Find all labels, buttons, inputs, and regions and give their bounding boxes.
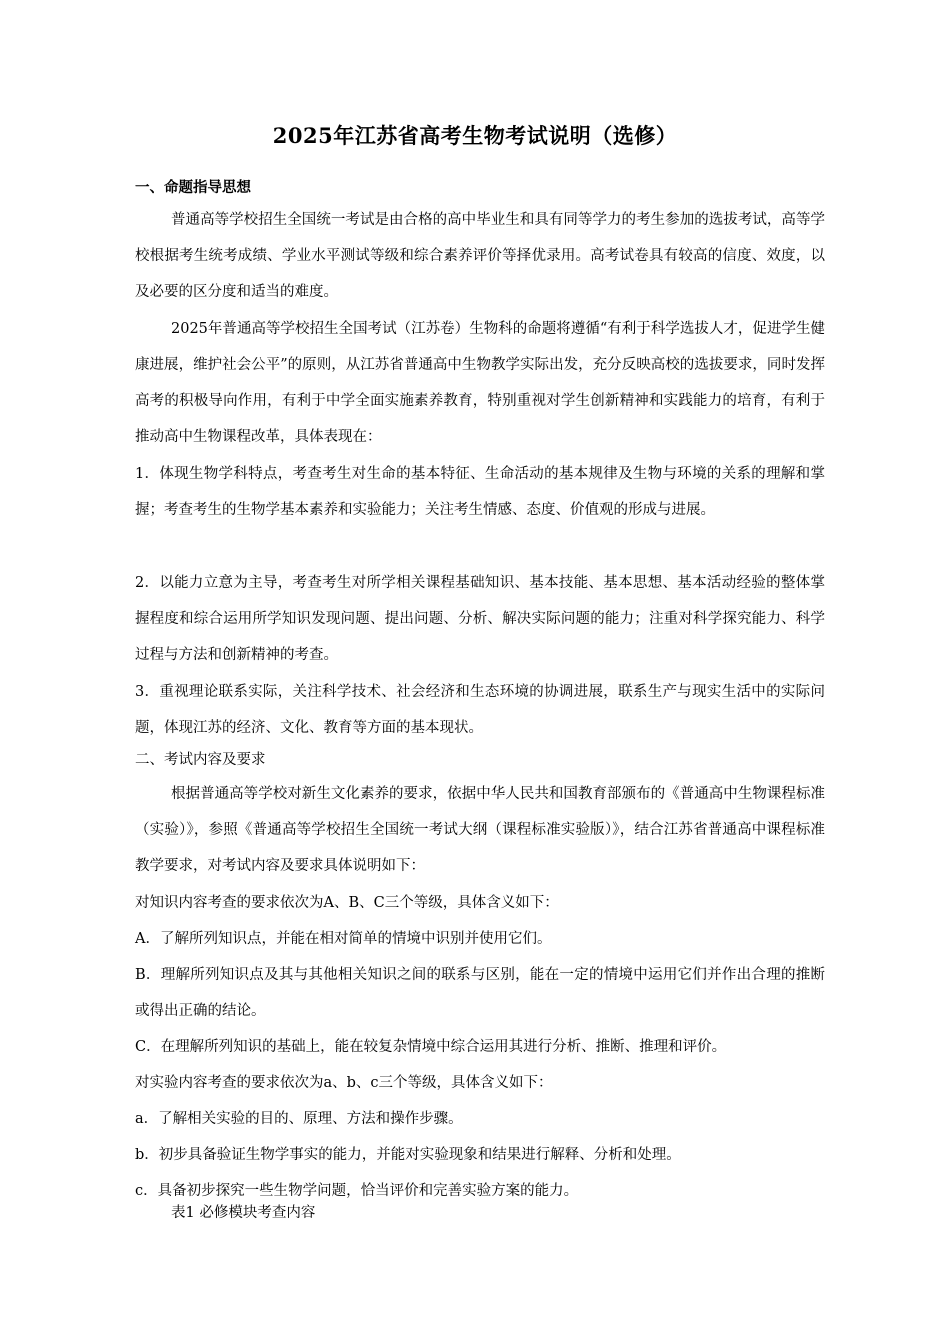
knowledge-levels-intro: 对知识内容考查的要求依次为A、B、C三个等级，具体含义如下： — [135, 895, 559, 911]
experiment-level-a: a．了解相关实验的目的、原理、方法和操作步骤。 — [135, 1111, 463, 1127]
list-item-3: 3．重视理论联系实际，关注科学技术、社会经济和生态环境的协调进展，联系生产与现实生活中的实际问题，体现江苏的经济、文化、教育等方面的基本现状。 — [135, 684, 825, 736]
knowledge-level-a: A．了解所列知识点，并能在相对简单的情境中识别并使用它们。 — [135, 931, 552, 947]
knowledge-level-b: B．理解所列知识点及其与其他相关知识之间的联系与区别，能在一定的情境中运用它们并作出合理的推断或得出正确的结论。 — [135, 967, 825, 1019]
paragraph-proposition-principles: 2025年普通高等学校招生全国考试（江苏卷）生物科的命题将遵循“有利于科学选拔人才，促进学生健康进展，维护社会公平”的原则，从江苏省普通高中生物教学实际出发，充分反映高校的选拔要求，同时发挥高考的积极导向作用，有利于中学全面实施素养教育，特别重视对学生创新精神和实践能力的培育，有利于推动高中生物课程改革，具体表现在： — [135, 321, 825, 445]
document-title: 2025年江苏省高考生物考试说明（选修） — [272, 123, 678, 148]
section-heading-exam-content: 二、考试内容及要求 — [135, 752, 266, 768]
experiment-level-b: b．初步具备验证生物学事实的能力，并能对实验现象和结果进行解释、分析和处理。 — [135, 1147, 681, 1163]
table-caption: 表1 必修模块考查内容 — [171, 1205, 316, 1221]
section-heading-guiding-principles: 一、命题指导思想 — [135, 179, 251, 196]
list-item-1: 1．体现生物学科特点，考查考生对生命的基本特征、生命活动的基本规律及生物与环境的关系的理解和掌握；考查考生的生物学基本素养和实验能力；关注考生情感、态度、价值观的形成与进展。 — [135, 466, 825, 518]
list-item-2: 2．以能力立意为主导，考查考生对所学相关课程基础知识、基本技能、基本思想、基本活动经验的整体掌握程度和综合运用所学知识发现问题、提出问题、分析、解决实际问题的能力；注重对科学探究能力、科学过程与方法和创新精神的考查。 — [135, 575, 825, 663]
paragraph-exam-overview: 普通高等学校招生全国统一考试是由合格的高中毕业生和具有同等学力的考生参加的选拔考试，高等学校根据考生统考成绩、学业水平测试等级和综合素养评价等择优录用。高考试卷具有较高的信度、效度，以及必要的区分度和适当的难度。 — [135, 212, 825, 300]
paragraph-content-basis: 根据普通高等学校对新生文化素养的要求，依据中华人民共和国教育部颁布的《普通高中生物课程标准（实验）》，参照《普通高等学校招生全国统一考试大纲（课程标准实验版）》，结合江苏省普通高中课程标准教学要求，对考试内容及要求具体说明如下： — [135, 786, 825, 874]
experiment-levels-intro: 对实验内容考查的要求依次为a、b、c三个等级，具体含义如下： — [135, 1075, 553, 1091]
experiment-level-c: c．具备初步探究一些生物学问题，恰当评价和完善实验方案的能力。 — [135, 1183, 579, 1199]
knowledge-level-c: C．在理解所列知识的基础上，能在较复杂情境中综合运用其进行分析、推断、推理和评价。 — [135, 1039, 727, 1055]
